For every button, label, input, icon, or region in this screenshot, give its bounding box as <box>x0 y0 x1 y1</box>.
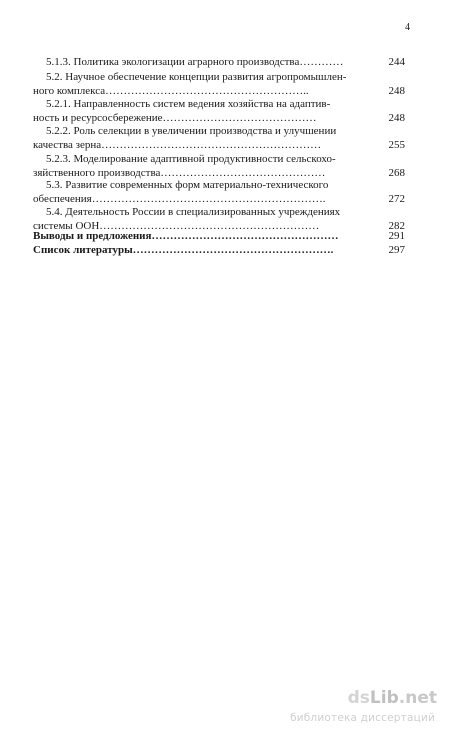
watermark <box>270 688 445 738</box>
toc-entry-line: 5.3. Развитие современных форм материально-технического <box>46 179 329 191</box>
toc-entry-line: системы ООН…………………………………………………… 282 <box>33 220 405 232</box>
toc-entry-line: Список литературы………………………………………………. 297 <box>33 244 405 256</box>
toc-entry-5-1-3 <box>33 55 405 69</box>
toc-entry-5-2-2 <box>33 124 405 152</box>
toc-page-number: 248 <box>388 112 405 124</box>
toc-page-number: 248 <box>388 85 405 97</box>
toc-entry-line: ного комплекса……………………………………………….. 248 <box>33 85 405 97</box>
toc-entry-line: 5.2.1. Направленность систем ведения хозяйства на адаптив- <box>46 98 331 110</box>
watermark-logo: dsLib.net <box>347 688 437 708</box>
toc-entry-line: обеспечения………………………………………………………. 272 <box>33 193 405 205</box>
toc-page-number: 297 <box>388 244 405 256</box>
toc-entry-line: ность и ресурсосбережение…………………………………… 248 <box>33 112 405 124</box>
toc-entry-line: 5.2.2. Роль селекции в увеличении производства и улучшении <box>46 125 337 137</box>
toc-entry-line: зяйственного производства……………………………………… 268 <box>33 167 405 179</box>
toc-page-number: 268 <box>388 167 405 179</box>
page-number: 4 <box>405 22 410 33</box>
watermark-tagline: библиотека диссертаций <box>290 712 435 724</box>
toc-entry-5-2-3 <box>33 152 405 180</box>
toc-page-number: 282 <box>388 220 405 232</box>
toc-page-number: 291 <box>388 230 405 242</box>
toc-entry-line: 5.2. Научное обеспечение концепции развития агропромышлен- <box>46 71 347 83</box>
toc-page-number: 244 <box>388 56 405 68</box>
toc-entry-5-2-1 <box>33 97 405 125</box>
toc-page-number: 272 <box>388 193 405 205</box>
toc-entry-5-2 <box>33 70 405 98</box>
toc-entry-line: 5.2.3. Моделирование адаптивной продуктивности сельскохо- <box>46 153 336 165</box>
toc-entry-line: качества зерна…………………………………………………… 255 <box>33 139 405 151</box>
toc-entry-line: 5.4. Деятельность России в специализированных учреждениях <box>46 206 341 218</box>
toc-entry-line: 5.1.3. Политика экологизации аграрного производства………… 244 <box>46 56 405 68</box>
toc-entry-conclusions <box>33 229 405 243</box>
toc-entry-line: Выводы и предложения…………………………………………… 291 <box>33 230 405 242</box>
toc-entry-references <box>33 243 405 257</box>
toc-entry-5-3 <box>33 178 405 206</box>
toc-page-number: 255 <box>388 139 405 151</box>
